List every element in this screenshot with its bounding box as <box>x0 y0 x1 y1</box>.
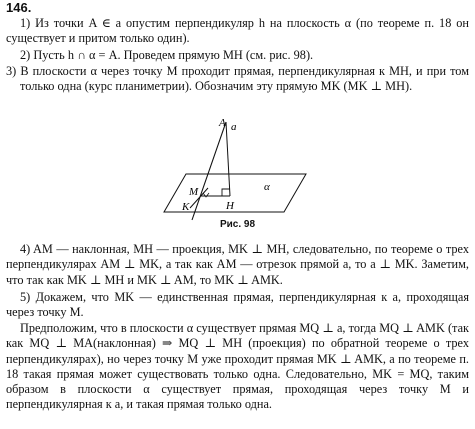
label-A: A <box>219 117 226 129</box>
right-angle-h <box>222 189 230 196</box>
step-5: 5) Докажем, что MK — единственная прямая, перпендикулярная к a, проходящая через точку M. <box>6 290 469 320</box>
step-2: 2) Пусть h ∩ α = A. Проведем прямую MH (см. рис. 98). <box>20 48 314 62</box>
label-alpha: α <box>264 181 270 193</box>
label-K: K <box>182 201 190 213</box>
figure-caption: Рис. 98 <box>219 219 256 230</box>
step-3: 3) В плоскости α через точку M проходит прямая, перпендикулярная к MH, и при том только одна (курс планиметрии). Обозначим эту прямую MK (MK ⊥ MH). <box>6 64 469 94</box>
step-4: 4) AM — наклонная, MH — проекция, MK ⊥ MH, следовательно, по теореме о трех перпендикулярах AM ⊥ MK, а так как AM — отрезок прямой a, то a ⊥ MK. Заметим, что так как MK ⊥ MH и MK ⊥ AM, то MK ⊥ AMK. <box>6 242 469 287</box>
step-1: 1) Из точки A ∈ a опустим перпендикуляр h на плоскость α (по теореме п. 18 он существует и притом только один). <box>6 16 469 46</box>
perpendicular-h <box>226 122 230 196</box>
step-6: Предположим, что в плоскости α существует прямая MQ ⊥ a, тогда MQ ⊥ AMK (так как MQ ⊥ MA(наклонная) ⇒ MQ ⊥ MH (проекция) по обратной теореме о трех перпендикулярах), но через точку M уже проходит прямая MK ⊥ AMK, а по теореме п. 18 такая прямая может существовать только одна. Следовательно, MK = MQ, таким образом в плоскости α существует прямая, проходящая через точку M и перпендикулярная к a, и такая прямая только одна. <box>6 321 469 412</box>
line-a <box>192 122 226 220</box>
label-H: H <box>226 200 234 212</box>
label-M: M <box>189 186 199 198</box>
problem-number: 146. <box>6 0 32 15</box>
label-a: a <box>231 121 237 133</box>
